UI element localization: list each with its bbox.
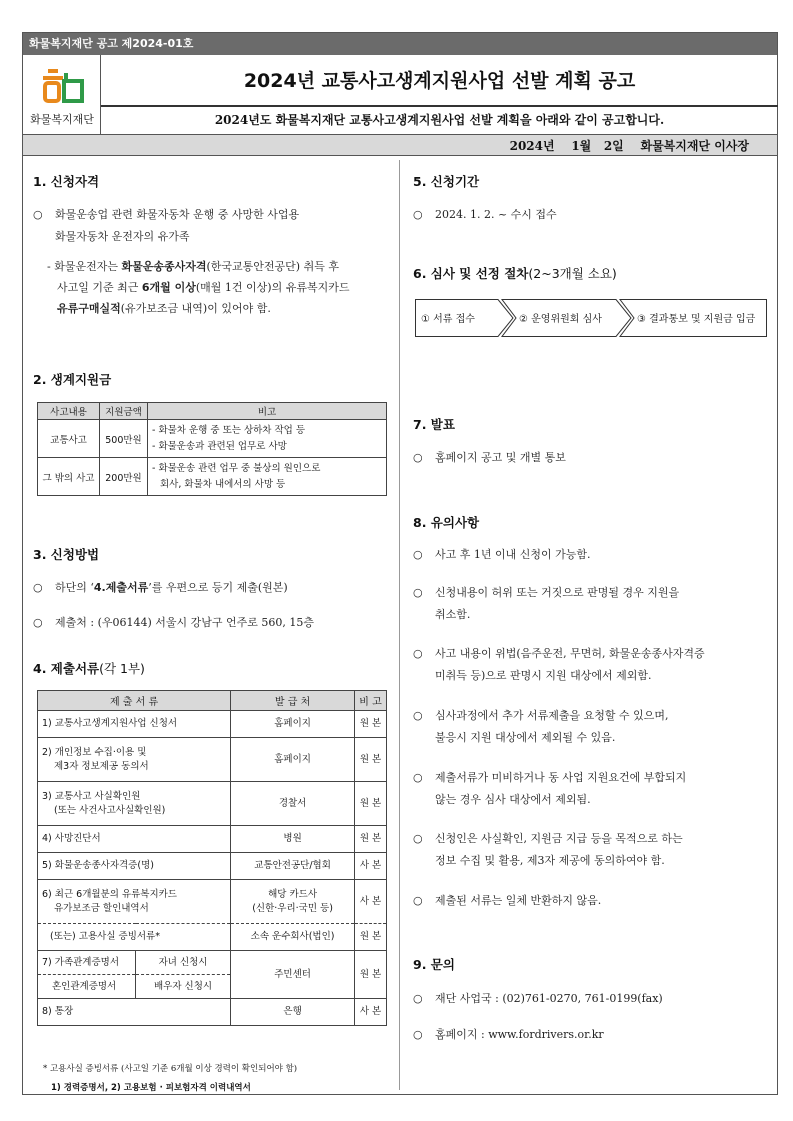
notice-number: 화물복지재단 공고 제2024-01호 [23, 33, 777, 55]
cell-remark: 원 본 [355, 738, 387, 782]
note-line: - 화물운송과 관련된 업무로 사망 [152, 440, 287, 452]
s8-bullet-7 [413, 890, 769, 912]
s8-bullet-1 [413, 544, 769, 566]
s8-bullet-7-text: 제출된 서류는 일체 반환하지 않음. [435, 894, 602, 907]
s8-bullet-6 [413, 828, 769, 872]
bullet-icon: ○ [33, 616, 43, 629]
cell-amount: 200만원 [100, 458, 148, 496]
cell-doc-condition: 자녀 신청시 [136, 951, 231, 975]
s8-bullet-3-line2: 미취득 등)으로 판명시 지원 대상에서 제외함. [435, 669, 652, 682]
table-row [38, 951, 387, 975]
doc-line: 2) 개인정보 수집·이용 및 [42, 746, 147, 758]
cell-remark: 원 본 [355, 826, 387, 853]
issuer-line: 해당 카드사 [268, 888, 318, 900]
cell-remark: 사 본 [355, 999, 387, 1026]
footnote-1: * 고용사실 증빙서류 (사고일 기준 6개월 이상 경력이 확인되어야 함) [43, 1064, 298, 1074]
s3-bullet-2-text: 제출처 : (우06144) 서울시 강남구 언주로 560, 15층 [55, 616, 315, 629]
required-documents-table [37, 690, 387, 1026]
section-4-title-text: 4. 제출서류 [33, 661, 100, 676]
bullet-icon: ○ [413, 832, 423, 845]
s3-bold: 4.제출서류 [93, 581, 149, 594]
doc-line: 제3자 정보제공 동의서 [54, 760, 149, 772]
table-row [38, 711, 387, 738]
s8-bullet-3 [413, 643, 769, 687]
section-3-title: 3. 신청방법 [33, 547, 100, 562]
cell-doc: 4) 사망진단서 [38, 826, 231, 853]
s8-bullet-5-line1: 제출서류가 미비하거나 동 사업 지원요건에 부합되지 [435, 771, 687, 784]
bullet-icon: ○ [413, 771, 423, 784]
date-day: 2일 [603, 139, 624, 153]
cell-remark: 원 본 [355, 951, 387, 999]
s1-detail [47, 256, 389, 319]
bullet-icon: ○ [33, 208, 43, 221]
bullet-icon: ○ [413, 451, 423, 464]
th-issuer: 발 급 처 [231, 691, 355, 711]
date-year: 2024년 [509, 139, 555, 153]
cell-type: 그 밖의 사고 [38, 458, 100, 496]
s1-bullet-1 [33, 204, 389, 248]
s8-bullet-2 [413, 582, 769, 626]
issuer-line: (신한·우리·국민 등) [252, 902, 333, 914]
note-line: - 화물차 운행 중 또는 상하차 작업 등 [152, 424, 306, 436]
cell-remark: 원 본 [355, 711, 387, 738]
s9-contact-text: 재단 사업국 : (02)761-0270, 761-0199(fax) [435, 992, 663, 1005]
footnote-2: 1) 경력증명서, 2) 고용보험 · 피보험자격 이력내역서 [51, 1083, 251, 1093]
s5-bullet-1-text: 2024. 1. 2. ~ 수시 접수 [435, 208, 557, 221]
table-row [38, 738, 387, 782]
doc-line: 6) 최근 6개월분의 유류복지카드 [42, 888, 177, 900]
s7-bullet-1-text: 홈페이지 공고 및 개별 통보 [435, 451, 566, 464]
s9-homepage-text: 홈페이지 : www.fordrivers.or.kr [435, 1028, 604, 1041]
cell-issuer: 홈페이지 [231, 711, 355, 738]
cell-doc: (또는) 고용사실 증빙서류* [38, 924, 231, 951]
doc-line: 3) 교통사고 사실확인원 [42, 790, 141, 802]
table-row [38, 924, 387, 951]
table-row [38, 880, 387, 924]
th-document: 제 출 서 류 [38, 691, 231, 711]
org-name: 화물복지재단 [30, 113, 94, 126]
s8-bullet-4 [413, 705, 769, 749]
bullet-icon: ○ [33, 581, 43, 594]
date-line [23, 134, 777, 156]
th-type: 사고내용 [38, 403, 100, 420]
section-6-title [413, 264, 617, 282]
cell-issuer: 경찰서 [231, 782, 355, 826]
column-divider [399, 160, 400, 1090]
cell-issuer: 은행 [231, 999, 355, 1026]
s3-bullet-1-text [55, 577, 288, 599]
cell-doc [38, 880, 231, 924]
s1-detail-text: (유가보조금 내역)이 있어야 함. [120, 302, 271, 315]
cell-remark: 사 본 [355, 853, 387, 880]
step-3-label: ③ 결과통보 및 지원금 입금 [637, 314, 756, 325]
bullet-icon: ○ [413, 1028, 423, 1041]
section-1-title: 1. 신청자격 [33, 174, 100, 189]
s8-bullet-1-text: 사고 후 1년 이내 신청이 가능함. [435, 548, 591, 561]
doc-line: 유가보조금 할인내역서 [54, 902, 149, 914]
cell-doc [38, 738, 231, 782]
table-row [38, 826, 387, 853]
s3-bullet-1 [33, 577, 389, 599]
s8-bullet-6-line1: 신청인은 사실확인, 지원금 지급 등을 목적으로 하는 [435, 832, 683, 845]
s1-detail-text: (매월 1건 이상)의 유류복지카드 [195, 281, 350, 294]
s3-text: ’를 우편으로 등기 제출(원본) [148, 581, 288, 594]
section-4-title-sub: (각 1부) [99, 661, 145, 676]
cell-doc-condition: 배우자 신청시 [136, 975, 231, 999]
s1-detail-text: 사고일 기준 최근 [57, 281, 142, 294]
table-row [38, 999, 387, 1026]
cell-issuer [231, 880, 355, 924]
cell-issuer: 홈페이지 [231, 738, 355, 782]
s9-bullet-1 [413, 988, 769, 1010]
section-6-title-text: 6. 심사 및 선정 절차 [413, 266, 529, 281]
cell-doc: 5) 화물운송종사자격증(명) [38, 853, 231, 880]
cell-issuer: 주민센터 [231, 951, 355, 999]
table-row [38, 458, 387, 496]
section-2-title: 2. 생계지원금 [33, 372, 112, 387]
s1-bullet-1-line1: 화물운송업 관련 화물자동차 운행 중 사망한 사업용 [55, 208, 300, 221]
support-amount-table [37, 402, 387, 496]
s1-bullet-1-line2: 화물자동차 운전자의 유가족 [55, 230, 190, 243]
bullet-icon: ○ [413, 586, 423, 599]
cell-doc: 8) 통장 [38, 999, 231, 1026]
bullet-icon: ○ [413, 548, 423, 561]
s1-detail-bold: 유류구매실적 [57, 302, 121, 315]
page-title: 2024년 교통사고생계지원사업 선발 계획 공고 [243, 70, 636, 92]
s8-bullet-5-line2: 않는 경우 심사 대상에서 제외됨. [435, 793, 591, 806]
step-1-label: ① 서류 접수 [421, 314, 475, 325]
s3-bullet-2 [33, 612, 389, 634]
cell-remark: 원 본 [355, 924, 387, 951]
logo-mark-icon [40, 69, 84, 103]
cell-type: 교통사고 [38, 420, 100, 458]
cell-doc: 1) 교통사고생계지원사업 신청서 [38, 711, 231, 738]
s8-bullet-3-line1: 사고 내용이 위법(음주운전, 무면허, 화물운송종사자격증 [435, 647, 705, 660]
org-logo [23, 55, 101, 145]
signer: 화물복지재단 이사장 [640, 139, 749, 153]
note-line: 회사, 화물차 내에서의 사망 등 [160, 478, 286, 490]
doc-line: (또는 사건사고사실확인원) [54, 804, 166, 816]
section-9-title: 9. 문의 [413, 957, 455, 972]
title-box [101, 55, 778, 107]
cell-issuer: 소속 운수회사(법인) [231, 924, 355, 951]
section-6-title-sub: (2~3개월 소요) [528, 266, 617, 281]
section-8-title: 8. 유의사항 [413, 515, 480, 530]
cell-remark: 원 본 [355, 782, 387, 826]
cell-note [148, 420, 387, 458]
process-steps-diagram [415, 299, 767, 337]
cell-doc: 혼인관계증명서 [38, 975, 136, 999]
bullet-icon: ○ [413, 208, 423, 221]
section-5-title: 5. 신청기간 [413, 174, 480, 189]
s8-bullet-2-line1: 신청내용이 허위 또는 거짓으로 판명될 경우 지원을 [435, 586, 680, 599]
cell-issuer: 병원 [231, 826, 355, 853]
s3-text: 하단의 ‘ [55, 581, 94, 594]
page-subtitle: 2024년도 화물복지재단 교통사고생계지원사업 선발 계획을 아래와 같이 공고합니다. [214, 113, 665, 127]
table-row [38, 782, 387, 826]
s8-bullet-6-line2: 정보 수집 및 활용, 제3자 제공에 동의하여야 함. [435, 854, 665, 867]
bullet-icon: ○ [413, 647, 423, 660]
th-amount: 지원금액 [100, 403, 148, 420]
table-row [38, 420, 387, 458]
s9-bullet-2 [413, 1024, 769, 1046]
section-7-title: 7. 발표 [413, 417, 455, 432]
s7-bullet-1 [413, 447, 769, 469]
bullet-icon: ○ [413, 992, 423, 1005]
cell-doc: 7) 가족관계증명서 [38, 951, 136, 975]
cell-issuer: 교통안전공단/협회 [231, 853, 355, 880]
table-row [38, 853, 387, 880]
cell-note [148, 458, 387, 496]
cell-doc [38, 782, 231, 826]
s8-bullet-4-line2: 불응시 지원 대상에서 제외될 수 있음. [435, 731, 616, 744]
s1-detail-text: (한국교통안전공단) 취득 후 [206, 260, 339, 273]
cell-remark: 사 본 [355, 880, 387, 924]
s1-detail-text: - 화물운전자는 [47, 260, 122, 273]
s1-detail-bold: 화물운송종사자격 [121, 260, 207, 273]
cell-amount: 500만원 [100, 420, 148, 458]
th-note: 비고 [148, 403, 387, 420]
s1-detail-bold: 6개월 이상 [141, 281, 196, 294]
th-remark: 비 고 [355, 691, 387, 711]
s8-bullet-5 [413, 767, 769, 811]
note-line: - 화물운송 관련 업무 중 불상의 원인으로 [152, 462, 321, 474]
s5-bullet-1 [413, 204, 769, 226]
s8-bullet-2-line2: 취소함. [435, 608, 471, 621]
step-2-label: ② 운영위원회 심사 [519, 314, 602, 325]
date-month: 1월 [571, 139, 592, 153]
document-frame [22, 32, 778, 1095]
bullet-icon: ○ [413, 709, 423, 722]
section-4-title [33, 659, 145, 677]
bullet-icon: ○ [413, 894, 423, 907]
s8-bullet-4-line1: 심사과정에서 추가 서류제출을 요청할 수 있으며, [435, 709, 669, 722]
